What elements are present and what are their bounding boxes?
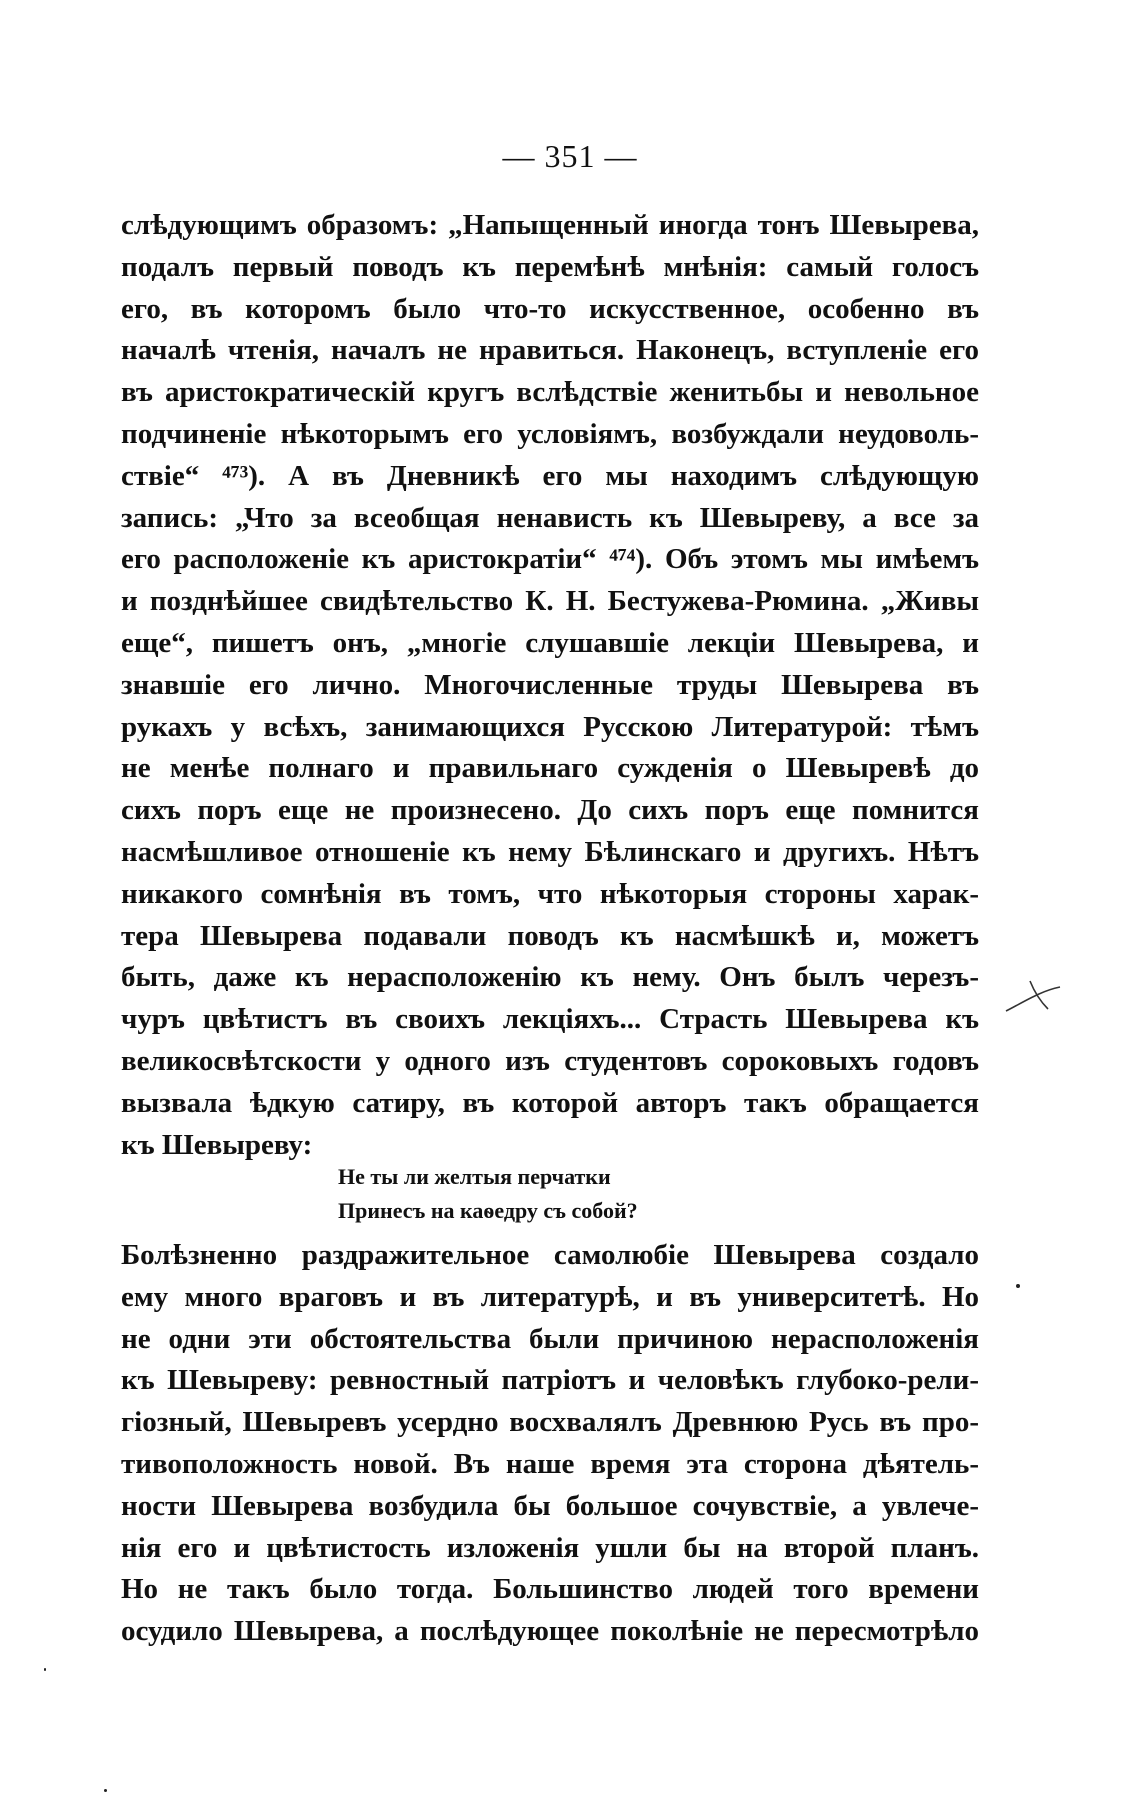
paragraph-2 [121,1235,979,1653]
text-line: тивоположность новой. Въ наше время эта сторона дѣятель- [121,1447,979,1480]
text-line: еще“, пишетъ онъ, „многіе слушавшіе лекціи Шевырева, и [121,626,979,659]
text-line: началѣ чтенія, началъ не нравиться. Наконецъ, вступленіе его [121,334,979,367]
text-line: запись: „Что за всеобщая ненависть къ Шевыреву, а все за [121,501,979,534]
text-line: Но не такъ было тогда. Большинство людей того времени [121,1573,979,1606]
margin-dot [44,1668,46,1671]
text-line: вызвала ѣдкую сатиру, въ которой авторъ такъ обращается [121,1086,979,1119]
verse-line: Принесъ на каѳедру съ собой? [338,1198,638,1223]
margin-dot [1016,1284,1020,1288]
paragraph-1 [121,205,979,1166]
text-line: ности Шевырева возбудила бы большое сочувствіе, а увлече- [121,1489,979,1522]
text-line: его расположеніе къ аристократіи“ ⁴⁷⁴). Объ этомъ мы имѣемъ [121,543,979,576]
text-line: его, въ которомъ было что-то искусственное, особенно въ [121,292,979,325]
text-line: нія его и цвѣтистость изложенія ушли бы на второй планъ. [121,1531,979,1564]
text-line: въ аристократическій кругъ вслѣдствіе женитьбы и невольное [121,376,979,409]
text-line: сихъ поръ еще не произнесено. До сихъ поръ еще помнится [121,794,979,827]
text-line: къ Шевыреву: [121,1128,313,1161]
text-line: чуръ цвѣтистъ въ своихъ лекціяхъ... Страсть Шевырева къ [121,1003,979,1036]
margin-pencil-mark [1004,975,1064,1025]
text-line: знавшіе его лично. Многочисленные труды Шевырева въ [121,668,979,701]
text-line: осудило Шевырева, а послѣдующее поколѣніе не пересмотрѣло [121,1615,979,1648]
page-number: — 351 — [502,138,638,174]
text-line: тера Шевырева подавали поводъ къ насмѣшкѣ и, можетъ [121,919,979,952]
text-line: и позднѣйшее свидѣтельство К. Н. Бестужева-Рюмина. „Живы [121,585,979,618]
text-line: быть, даже къ нерасположенію къ нему. Онъ былъ черезъ- [121,961,979,994]
verse-quote [338,1160,638,1228]
text-line: гіозный, Шевыревъ усердно восхвалялъ Древнюю Русь въ про- [121,1406,979,1439]
text-line: подалъ первый поводъ къ перемѣнѣ мнѣнія: самый голосъ [121,250,979,283]
text-line: Болѣзненно раздражительное самолюбіе Шевырева создало [121,1239,979,1271]
text-line: не одни эти обстоятельства были причиною нерасположенія [121,1322,979,1355]
text-line: насмѣшливое отношеніе къ нему Бѣлинскаго и другихъ. Нѣтъ [121,835,979,868]
text-line: ствіе“ ⁴⁷³). А въ Дневникѣ его мы находимъ слѣдующую [121,459,979,492]
text-line: не менѣе полнаго и правильнаго сужденія о Шевыревѣ до [121,752,979,785]
text-line: ему много враговъ и въ литературѣ, и въ университетѣ. Но [121,1280,979,1313]
text-line: къ Шевыреву: ревностный патріотъ и человѣкъ глубоко-рели- [121,1364,979,1397]
text-line: слѣдующимъ образомъ: „Напыщенный иногда тонъ Шевырева, [121,209,979,241]
text-line: подчиненіе нѣкоторымъ его условіямъ, возбуждали неудоволь- [121,417,979,450]
verse-line: Не ты ли желтыя перчатки [338,1164,611,1189]
text-line: рукахъ у всѣхъ, занимающихся Русскою Литературой: тѣмъ [121,710,979,743]
margin-dot [104,1789,107,1792]
text-line: никакого сомнѣнія въ томъ, что нѣкоторыя стороны харак- [121,877,979,910]
text-line: великосвѣтскости у одного изъ студентовъ сороковыхъ годовъ [121,1044,979,1077]
